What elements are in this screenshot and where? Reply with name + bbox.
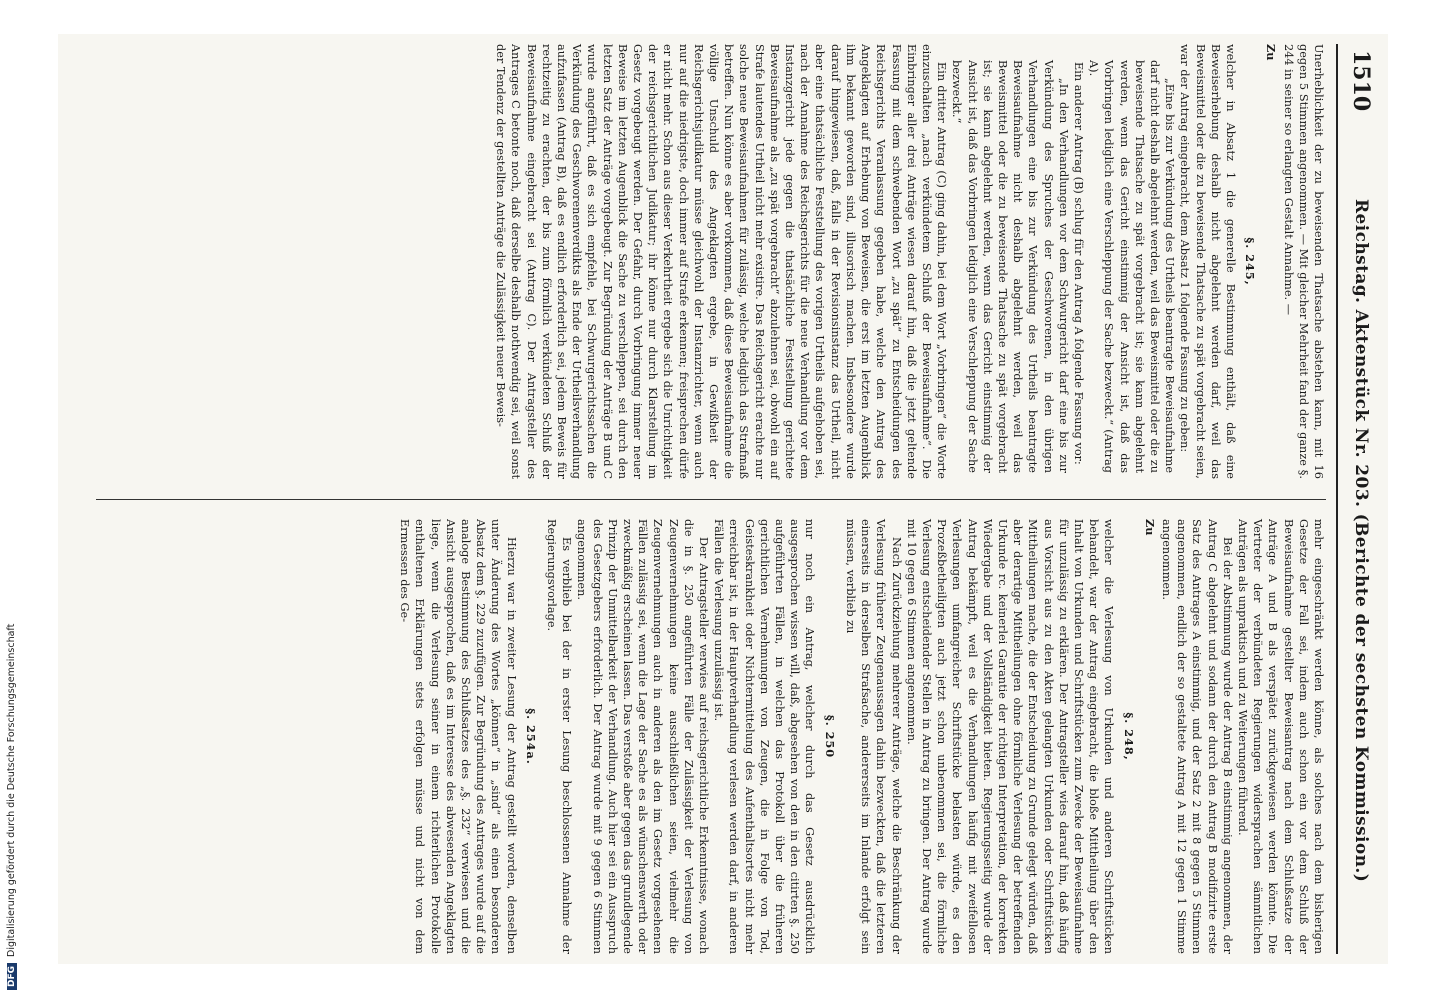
- running-title: Reichstag. Aktenstück Nr. 203. (Berichte der sechsten Kommission.): [1351, 199, 1371, 883]
- dfg-logo: DFG: [7, 963, 17, 990]
- left-column: [493, 44, 1326, 479]
- paragraph: Bei der Abstimmung wurde der Antrag B einstimmig angenommen, der Antrag C abgelehnt und sodann der durch den Antrag B modifizirte erste Satz des Antrages A einstimmig, und der Satz 2 mit 8 gegen 5 Stimmen angenommen, endlich der so gestaltete Antrag A mit 12 gegen 1 Stimme angenommen.: [1159, 519, 1234, 954]
- funding-caption-text: Digitalisierung gefördert durch die Deutsche Forschungsgemeinschaft: [6, 623, 17, 957]
- paragraph: welcher die Verlesung von Urkunden und anderen Schriftstücken behandelt, war der Antrag eingebracht, die bloße Mittheilung über den Inhalt von Urkunden und Schriftstücken zum Zwecke der Beweisaufnahme für unzulässig zu erklären. Der Antragsteller wies darauf hin, daß häufig aus Vorsicht aus zu den Akten gelangten Urkunden oder Schriftstücken Mittheilungen mache, die der Entscheidung zu Grunde gelegt würden, daß aber derartige Mittheilungen ohne förmliche Verlesung der betreffenden Urkunde rc. keinerlei Garantie der richtigen Interpretation, der korrekten Wiedergabe und der Vollständigkeit bieten. Regierungsseitig wurde der Antrag bekämpft, weil es die Verhandlungen häufig mit zweifellosen Verlesungen umfangreicher Schriftstücke belasten würde, es den Prozeßbetheiligten auch jetzt schon unbenommen sei, die förmliche Verlesung entscheidender Stellen in Antrag zu bringen. Der Antrag wurde mit 10 gegen 6 Stimmen angenommen.: [904, 519, 1116, 954]
- paragraph: Nach Zurückziehung mehrerer Anträge, welche die Beschränkung der Verlesung früherer Zeugenaussagen dahin bezweckten, daß die letzteren einerseits in derselben Strafsache, andererseits im Inlande erfolgt sein müssen, verblieb zu: [843, 519, 903, 954]
- paragraph: Es verblieb bei der in erster Lesung beschlossenen Annahme der Regierungsvorlage.: [545, 519, 574, 954]
- paragraph: Unerheblichkeit der zu beweisenden Thatsache abstehen kann, mit 16 gegen 5 Stimmen angenommen. — Mit gleicher Mehrheit fand der ganze §. 244 in seiner so erlangten Gestalt Annahme. —: [1281, 44, 1325, 479]
- page-number: 1510: [1348, 50, 1374, 112]
- quoted-motion: „In den Verhandlungen vor dem Schwurgericht darf eine bis zur Verkündung des Spruches der Geschworenen, in den übrigen Verhandlungen eine bis zur Verkündung des Urtheils beantragte Beweisaufnahme nicht deshalb abgelehnt werden, weil das Beweismittel oder die zu beweisende Thatsache zu spät vorgebracht ist; sie kann abgelehnt werden, wenn das Gericht einstimmig der Ansicht ist, daß das Vorbringen lediglich eine Verschleppung der Sache bezweckt.“: [950, 60, 1070, 473]
- paragraph: mehr eingeschränkt werden könne, als solches nach dem bisherigen Gesetze der Fall sei, indem auch schon ein vor dem Schluß der Beweisaufnahme gestellter Beweisantrag nach dem Schlußsatze der Anträge A und B als verspätet zurückgewiesen werden könnte. Die Vertreter der verbündeten Regierungen widersprachen sämmtlichen Anträgen als unpraktisch und zu Weiterungen führend.: [1235, 519, 1325, 954]
- section-heading: §. 245,: [1243, 237, 1258, 286]
- quoted-motion: „Eine bis zur Verkündung des Urtheils beantragte Beweisaufnahme darf nicht deshalb abgelehnt werden, weil das Beweismittel oder die zu beweisende Thatsache zu spät vorgebracht ist; sie kann abgelehnt werden, wenn das Gericht einstimmig der Ansicht ist, daß das Vorbringen lediglich eine Verschleppung der Sache bezweckt.“ (Antrag A).: [1087, 60, 1177, 473]
- section-heading: §. 250: [822, 714, 837, 759]
- rotated-page: [88, 44, 1378, 954]
- paragraph: Ein anderer Antrag (B) schlug für den Antrag A folgende Fassung vor:: [1071, 62, 1085, 465]
- column-divider: [96, 499, 1326, 500]
- paragraph: welcher in Absatz 1 die generelle Bestimmung enthält, daß eine Beweiserhebung deshalb nicht abgelehnt werden darf, weil das Beweismittel oder die zu beweisende Thatsache zu spät vorgebracht seien, war der Antrag eingebracht, dem Absatz 1 folgende Fassung zu geben:: [1178, 44, 1237, 479]
- section-heading: §. 254a.: [523, 708, 538, 765]
- funding-caption: [6, 624, 17, 990]
- section-heading: §. 248,: [1121, 712, 1136, 761]
- paragraph: Ein dritter Antrag (C) ging dahin, bei dem Wort „Vorbringen“ die Worte einzuschalten „nach verkündetem Schluß der Beweisaufnahme“. Die Einbringer aller drei Anträge wiesen darauf hin, daß die jetzt geltende Fassung mit dem schwebenden Wort „zu spät“ zu Entscheidungen des Reichsgerichts Veranlassung gegeben habe, welche den Antrag des Angeklagten auf Erhebung von Beweisen, die erst im letzten Augenblick ihm bekannt geworden sind, illusorisch machen. Insbesondere wurde darauf hingewiesen, daß, falls in der Revisionsinstanz das Urtheil, nicht aber eine thatsächliche Feststellung des vorigen Urtheils aufgehoben sei, nach der Annahme des Reichsgerichts für die neue Verhandlung vor dem Instanzgericht jede gegen die thatsächliche Feststellung gerichtete Beweisaufnahme als „zu spät vorgebracht“ abzulehnen sei, obwohl ein auf Strafe lautendes Urtheil nicht mehr existire. Das Reichsgericht erachte nur solche neue Beweisaufnahmen für zulässig, welche lediglich das Strafmaß betreffen. Nun könne es aber vorkommen, daß diese Beweisaufnahme die völlige Unschuld des Angeklagten ergebe, in Gewißheit der Reichsgerichtsjudikatur müsse gleichwohl der Instanzrichter, wenn auch nur auf die niedrigste, doch immer auf Strafe erkennen; freisprechen dürfe er nicht mehr. Schon aus dieser Verkehrtheit ergebe sich die Unrichtigkeit der reichsgerichtlichen Judikatur; ihr könne nur durch Klarstellung im Gesetz vorgebeugt werden. Der Gefahr, durch Vorbringung immer neuer Beweise im letzten Augenblick die Sache zu verschleppen, sei durch den letzten Satz der Anträge vorgebeugt. Zur Begründung der Anträge B und C wurde angeführt, daß es sich empfehle, bei Schwurgerichtssachen die Verkündung des Geschworenenverdikts als Ende der Urtheilsverhandlung aufzufassen (Antrag B), daß es endlich erforderlich sei, jedem Beweis für rechtzeitig zu erachten, der bis zum förmlich verkündeten Schluß der Beweisaufnahme eingebracht sei (Antrag C). Der Antragsteller des Antrages C betonte noch, daß derselbe deshalb nothwendig sei, weil sonst der Tendenz der gestellten Anträge die Zulässigkeit neuer Beweis-: [494, 44, 949, 479]
- paragraph: Hierzu war in zweiter Lesung der Antrag gestellt worden, denselben unter Änderung des Wortes „können“ in „sind“ als einen besonderen Absatz dem §. 229 zuzufügen. Zur Begründung des Antrages wurde auf die analoge Bestimmung des Schlußsatzes des „§. 232“ verwiesen und die Ansicht ausgesprochen, daß es im Interesse des abwesenden Angeklagten liege, wenn die Verlesung seiner in einem richterlichen Protokolle enthaltenen Erklärungen stets erfolgen müsse und nicht von dem Ermessen des Ge-: [398, 519, 518, 954]
- page-header: [1336, 44, 1378, 954]
- right-column: [397, 519, 1326, 954]
- paragraph: nur noch ein Antrag, welcher durch das Gesetz ausdrücklich ausgesprochen wissen will, daß, abgesehen von den in den citirten §. 250 aufgeführten Fällen, in welchen das Protokoll über die früheren gerichtlichen Vernehmungen von Zeugen, die in Folge von Tod, Geisteskrankheit oder Nichtermittelung des Aufenthaltsortes nicht mehr erreichbar ist, in der Hauptverhandlung verlesen werden darf, in anderen Fällen die Verlesung unzulässig ist.: [712, 519, 817, 954]
- paragraph: Der Antragsteller verwies auf reichsgerichtliche Erkenntnisse, wonach die in §. 250 angeführten Fälle der Zulässigkeit der Verlesung von Zeugenvernehmungen keine ausschließlichen seien, vielmehr die Zeugenvernehmungen auch in anderen als den im Gesetz vorgesehenen Fällen zulässig sei, wenn die Lage der Sache es als wünschenswerth oder zweckmäßig erscheinen lassen. Das verstoße aber gegen das grundlegende Prinzip der Unmittelbarkeit der Verhandlung. Auch hier sei ein Ausspruch des Gesetzgebers erforderlich. Der Antrag wurde mit 9 gegen 6 Stimmen angenommen.: [575, 519, 711, 954]
- section-intro: Zu: [1142, 519, 1157, 536]
- section-intro: Zu: [1264, 44, 1279, 61]
